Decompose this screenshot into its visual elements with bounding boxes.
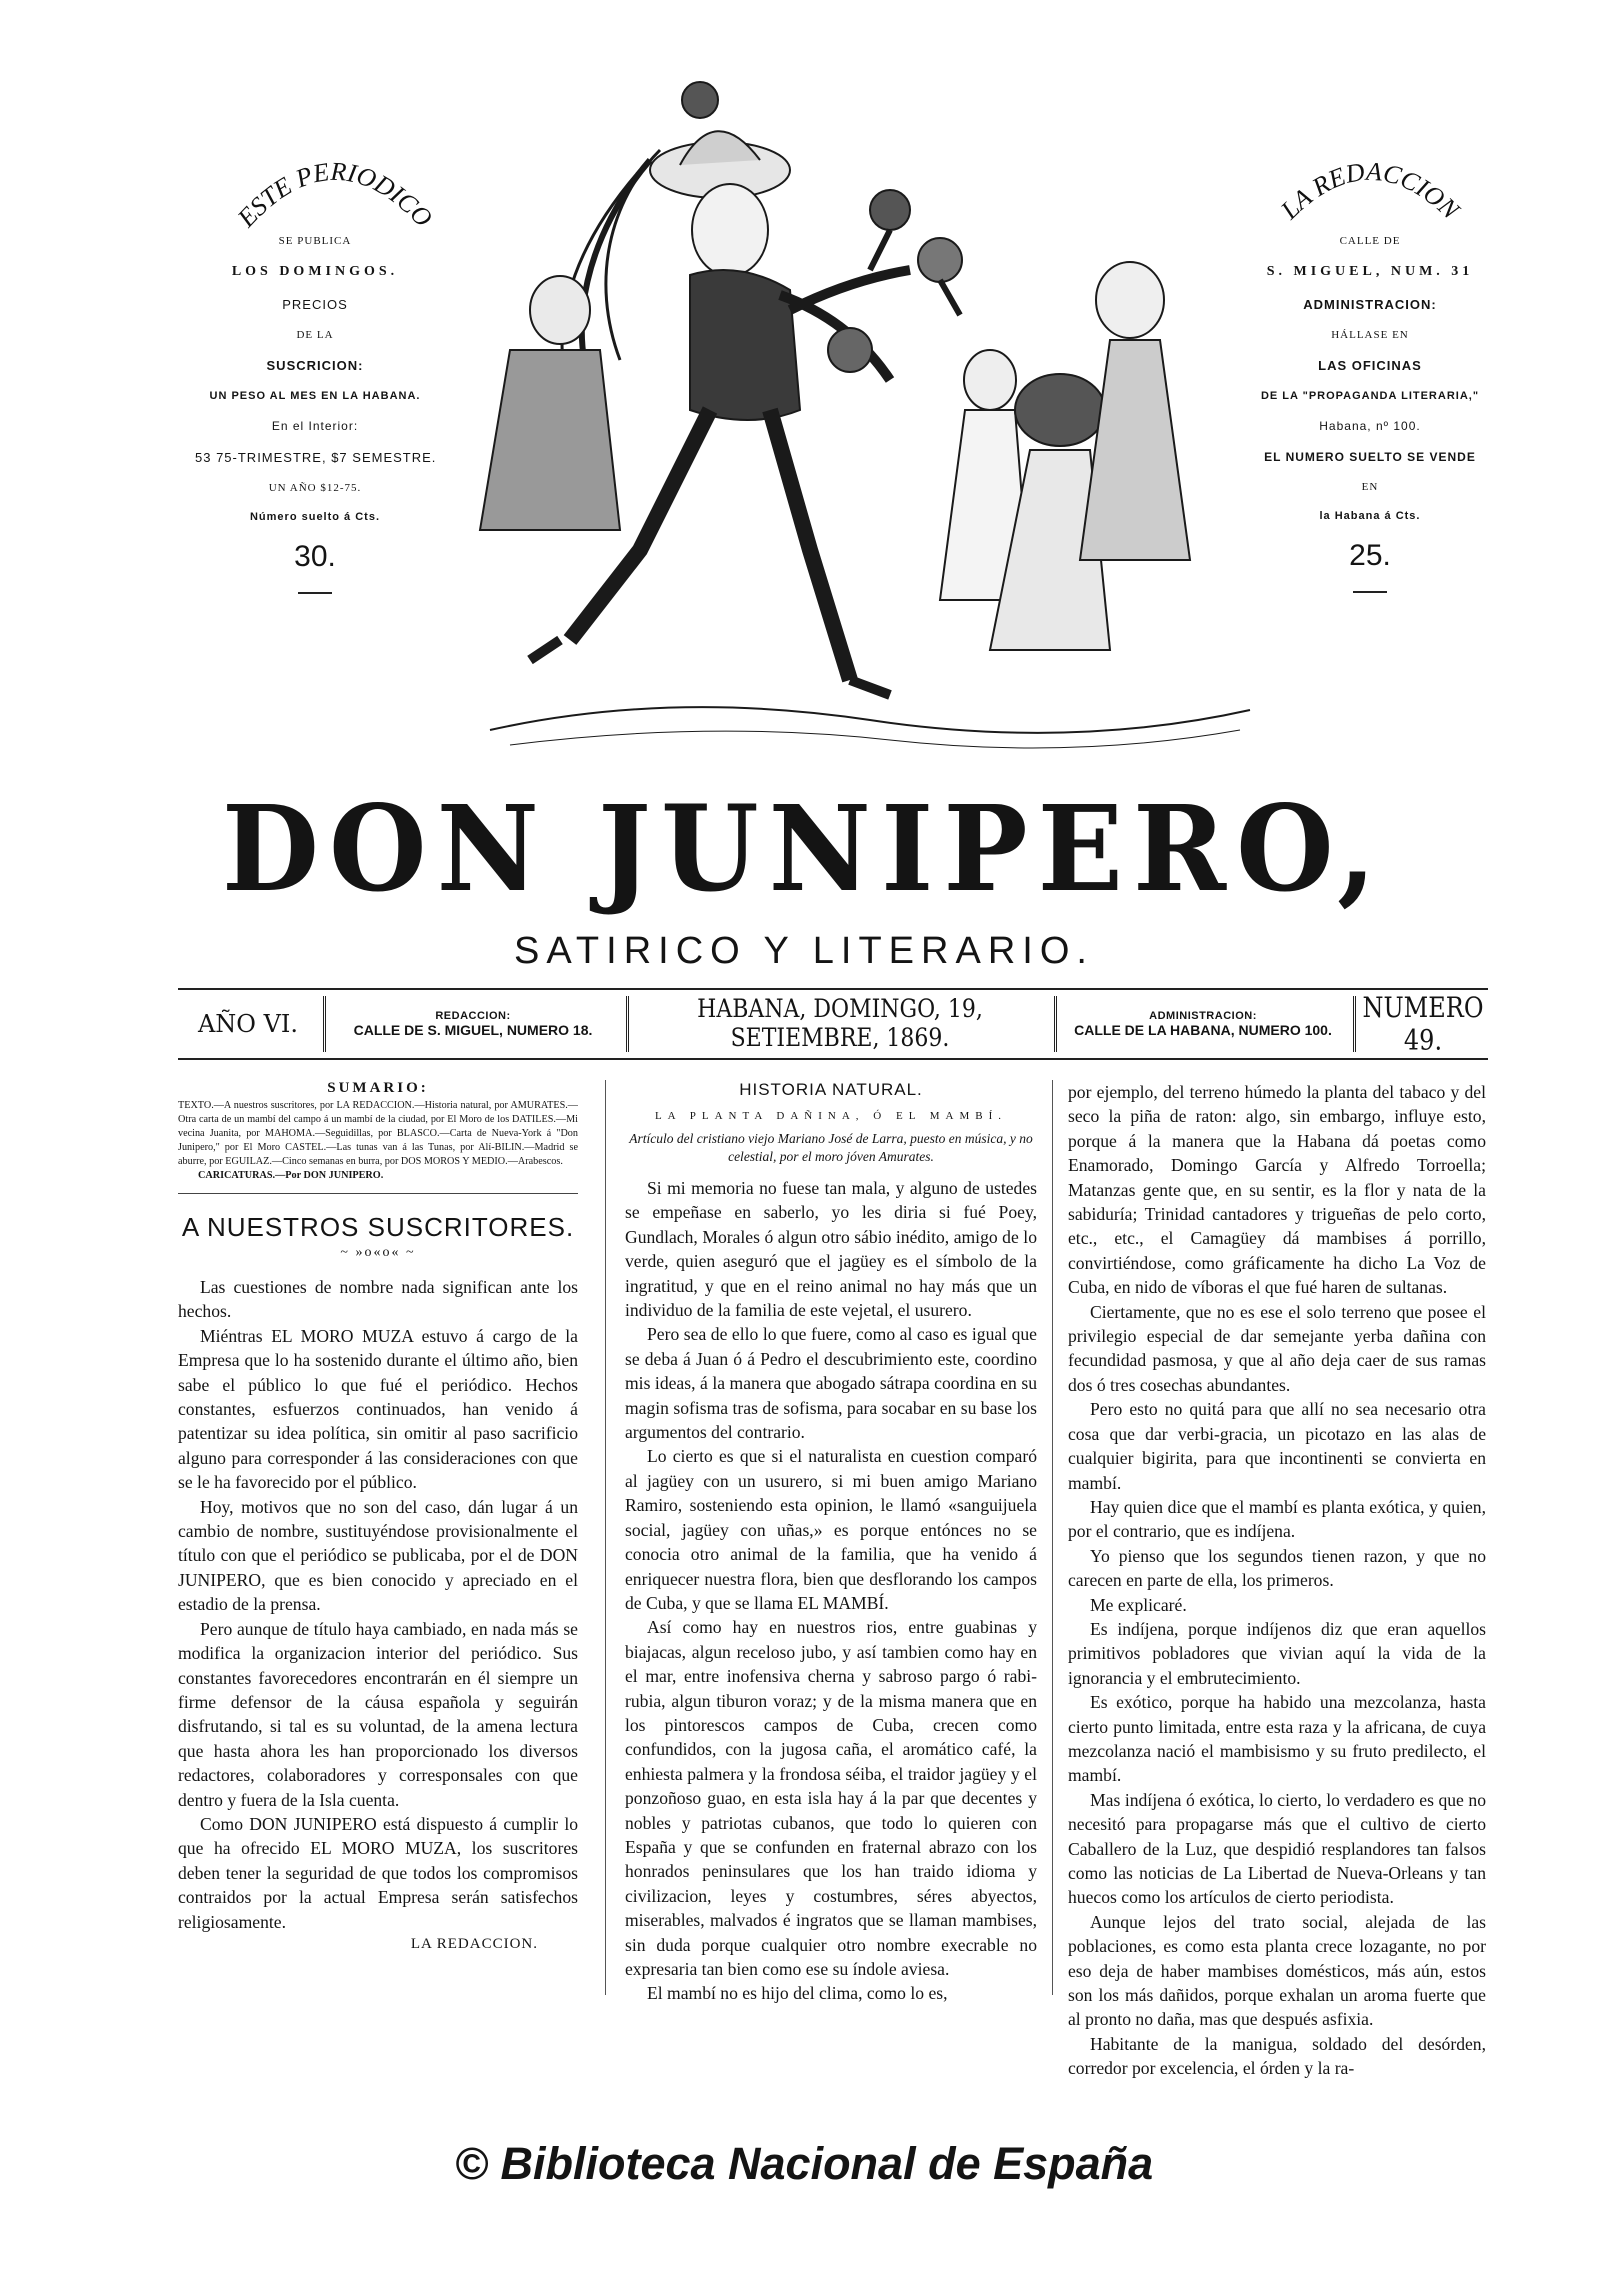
admin-address: CALLE DE LA HABANA, NUMERO 100.	[1074, 1022, 1332, 1038]
article3-paragraph: por ejemplo, del terreno húmedo la planta del tabaco y del seco la piña de raton: algo, sin embargo, influye esto, porque á la manera que la Habana dá poetas como Enamorado, Domingo García y Alfredo Torroella; Matanzas gente que, en su sentir, es la flor y nata de la sabiduría; Trinidad cantadores y trigueñas de pelo corto, etc., etc., el Camagüey dá mambises á porrillo, convirtiéndose, como gráficamente ha dicho La Voz de Cuba, en nido de víboras el que fué haren de sultanas.	[1068, 1082, 1486, 1298]
heading-ornament: ~ »o«o« ~	[340, 1245, 416, 1260]
left-info-box	[195, 235, 435, 594]
article3-paragraph: Ciertamente, que no es ese el solo terreno que posee el privilegio especial de dar semejante yerba dañina con fecundidad pasmosa, y que al año deja caer de sus ramas dos ó tres cosechas abundantes.	[1068, 1301, 1486, 1395]
info-bar	[178, 988, 1488, 1060]
year-cell	[178, 990, 318, 1058]
column-rule	[1052, 1080, 1053, 1995]
info-separator	[1054, 996, 1057, 1052]
column-middle	[625, 1080, 1037, 2006]
right-line-6: DE LA "PROPAGANDA LITERARIA,"	[1260, 390, 1480, 402]
article1-paragraph: Pero aunque de título haya cambiado, en nada más se modifica la organizacion interior del periódico. Sus constantes favorecedores encontrarán en él siempre un firme defensor de la cáusa española y seguirán disfrutando, si tal es su voluntad, de la amena lectura que hasta ahora les han proporcionado los diversos redactores, colaboradores y corresponsales con que dentro y fuera de la Isla cuenta.	[178, 1618, 578, 1810]
info-separator	[626, 996, 629, 1052]
article2-intro: Artículo del cristiano viejo Mariano José de Larra, puesto en música, y no celestial, por el moro jóven Amurates.	[629, 1131, 1033, 1164]
info-separator	[323, 996, 326, 1052]
column-left	[178, 1080, 578, 1953]
left-line-10: Número suelto á Cts.	[249, 511, 381, 523]
right-price-number: 25.	[1349, 539, 1391, 572]
admin-label: ADMINISTRACION:	[1149, 1010, 1257, 1022]
year-label: AÑO VI.	[197, 1010, 299, 1038]
right-line-4: HÁLLASE EN	[1331, 329, 1409, 341]
left-line-7: En el Interior:	[271, 419, 359, 433]
article2-paragraph: Pero sea de ello lo que fuere, como al caso es igual que se deba á Juan ó á Pedro el descubrimiento este, coordino mis ideas, á la manera que abogado sátrapa coordina en su magin sofisma tras de sofisma, para socabar en su base los argumentos del contrario.	[625, 1324, 1037, 1443]
left-line-8: 53 75-TRIMESTRE, $7 SEMESTRE.	[195, 450, 437, 465]
article1-paragraph: Hoy, motivos que no son del caso, dán lugar á un cambio de nombre, sustituyéndose provisionalmente el título con que el periódico se publicaba, por el de DON JUNIPERO, que es bien conocido y apreciado en el estadio de la prensa.	[178, 1496, 578, 1615]
right-line-5: LAS OFICINAS	[1318, 358, 1422, 373]
right-line-7: Habana, nº 100.	[1319, 419, 1421, 433]
sumario-texto: TEXTO.—A nuestros suscritores, por LA REDACCION.—Historia natural, por AMURATES.—Otra carta de un mambí del campo á un mambí de la ciudad, por El Moro de los DATILES.—Mi vecina Juanita, por MAHOMA.—Seguidillas, por BLASCO.—Carta de Nueva-York á "Don Junipero," por El Moro CASTEL.—Las tunas van á las Tunas, por Alí-BILIN.—Madrid se aburre, por EGUILAZ.—Cinco semanas en burra, por DOS MOROS Y MEDIO.—Arabescos.	[178, 1100, 578, 1167]
article3-paragraph: Me explicaré.	[1090, 1594, 1187, 1615]
svg-text:ESTE PERIODICO: ESTE PERIODICO	[231, 156, 439, 233]
article-heading-suscritores: A NUESTROS SUSCRITORES.	[181, 1212, 575, 1242]
article2-paragraph: Si mi memoria no fuese tan mala, y alguno de ustedes se empeñase en saberlo, yo les diria si fué Poey, Gundlach, Morales ó algun otro sábio inédito, amigo de lo verde, quien aseguró que el jagüey es el símbolo de la ingratitud, y que en el reino animal no hay más que un individuo de la familia de este vejetal, el usurero.	[625, 1178, 1037, 1321]
svg-text:LA REDACCION: LA REDACCION	[1275, 156, 1465, 225]
article3-paragraph: Pero esto no quitá para que allí no sea necesario otra cosa que dar verbi-gracia, un picotazo en las alas de cualquier bigirita, para que incontinenti se convierta en mambí.	[1068, 1399, 1486, 1493]
admin-cell	[1058, 990, 1348, 1058]
sumario-title: SUMARIO:	[327, 1080, 429, 1096]
article2-paragraph: Lo cierto es que si el naturalista en cuestion comparó al jagüey con un usurero, si mi buen amigo Mariano Ramiro, sosteniendo esta opinion, le llamó «sanguijuela social, jagüey con uñas,» es porque entónces no se conocia otro animal de la familia, que ha venido á enriquecer nuestra flora, bien que desflorando los campos de Cuba, y que se llama EL MAMBÍ.	[625, 1446, 1037, 1613]
right-divider	[1353, 591, 1387, 593]
left-line-1: SE PUBLICA	[278, 235, 352, 247]
article1-paragraph: Las cuestiones de nombre nada significan ante los hechos.	[178, 1277, 578, 1322]
sumario-text	[178, 1099, 578, 1183]
right-line-8: EL NUMERO SUELTO SE VENDE	[1264, 450, 1476, 464]
article-heading-historia: HISTORIA NATURAL.	[739, 1080, 923, 1099]
right-line-3: ADMINISTRACION:	[1303, 297, 1437, 312]
article3-paragraph: Es indíjena, porque indíjenos diz que eran aquellos primitivos pobladores que vivian aquí la vida de la ignorancia y el embrutecimiento.	[1068, 1618, 1486, 1688]
article3-paragraph: Hay quien dice que el mambí es planta exótica, y quien, por el contrario, que es indíjena.	[1068, 1496, 1486, 1542]
section-rule	[178, 1193, 578, 1194]
article2-paragraph: El mambí no es hijo del clima, como lo es,	[647, 1983, 948, 2004]
issue-number-cell	[1358, 990, 1488, 1058]
article1-paragraph: Miéntras EL MORO MUZA estuvo á cargo de la Empresa que lo ha sostenido durante el último año, bien sabe el público lo que fué el periódico. Hechos constantes, esfuerzos continuados, han venido á patentizar su idea política, sin omitir al paso sacrificio alguno para corresponder á las consideraciones con que se le ha favorecido por el público.	[178, 1325, 578, 1493]
right-info-box	[1250, 235, 1490, 593]
article2-subheading: LA PLANTA DAÑINA, Ó EL MAMBÍ.	[654, 1110, 1008, 1122]
article3-paragraph: Es exótico, porque ha habido una mezcolanza, hasta cierto punto limitada, entre esta raza y la africana, de cuya mezcolanza nació el mambisismo y su fruto predilecto, el mambí.	[1068, 1692, 1486, 1786]
right-line-1: CALLE DE	[1339, 235, 1401, 247]
right-line-2: S. MIGUEL, NUM. 31	[1266, 264, 1474, 279]
redaccion-address: CALLE DE S. MIGUEL, NUMERO 18.	[353, 1022, 593, 1038]
redaccion-label: REDACCION:	[435, 1010, 511, 1022]
left-line-5: SUSCRICION:	[266, 358, 364, 373]
right-line-9: EN	[1361, 481, 1379, 493]
left-line-9: UN AÑO $12-75.	[268, 482, 362, 494]
issue-date: HABANA, DOMINGO, 19, SETIEMBRE, 1869.	[697, 995, 983, 1053]
masthead-subtitle: SATIRICO Y LITERARIO.	[514, 930, 1094, 972]
article3-paragraph: Aunque lejos del trato social, alejada de las poblaciones, es como esta planta crece lozagante, no por eso deja de haber mambises domésticos, más aún, estos son los más dañidos, porque exhalan un aroma fuerte que al pronto no daña, mas que después asfixia.	[1068, 1911, 1486, 2030]
right-line-10: la Habana á Cts.	[1319, 510, 1421, 522]
article3-paragraph: Habitante de la manigua, soldado del desórden, corredor por excelencia, el órden y la ra-	[1068, 2033, 1486, 2079]
column-right	[1068, 1080, 1486, 2081]
left-price-number: 30.	[294, 540, 336, 573]
issue-number: NUMERO 49.	[1362, 991, 1484, 1057]
left-line-2: LOS DOMINGOS.	[231, 264, 399, 279]
masthead-title: DON JUNIPERO,	[221, 780, 1387, 919]
info-separator	[1353, 996, 1356, 1052]
article1-paragraph: Como DON JUNIPERO está dispuesto á cumplir lo que ha ofrecido EL MORO MUZA, los suscritores deben tener la seguridad de que todos los compromisos contraidos por la actual Empresa serán satisfechos religiosamente.	[178, 1813, 578, 1932]
left-line-4: DE LA	[296, 329, 334, 341]
column-rule	[605, 1080, 606, 1995]
article2-paragraph: Así como hay en nuestros rios, entre guabinas y biajacas, algun receloso jubo, y así tambien como hay en el mar, entre inofensiva cherna y sabroso pargo ó rabi-rubia, algun tiburon voraz; y de la misma manera que en los pintorescos campos de Cuba, crecen como confundidos, con la jugosa caña, el aromático café, la enhiesta palmera y la frondosa séiba, el traidor jagüey y el ponzoñoso guao, en esta isla hay á la par que decentes y nobles y patriotas cubanos, que todo lo quieren con España y que se confunden en fraternal abrazo con los honrados peninsulares que los han traido idioma y civilizacion, leyes y costumbres, séres abyectos, miserables, malvados é ingratos que se llaman mambises, sin duda porque cualquier otro nombre execrable no expresaria tan bien como ese su índole aviesa.	[625, 1617, 1037, 1979]
article3-paragraph: Yo pienso que los segundos tienen razon, y que no carecen en parte de ella, los primeros.	[1068, 1545, 1486, 1591]
copyright-notice: © Biblioteca Nacional de España	[454, 2138, 1154, 2189]
left-line-3: PRECIOS	[282, 297, 348, 312]
left-line-6: UN PESO AL MES EN LA HABANA.	[209, 390, 421, 402]
sumario-caricaturas: CARICATURAS.—Por DON JUNIPERO.	[198, 1170, 384, 1181]
masthead-illustration	[470, 80, 1260, 770]
redaccion-cell	[328, 990, 618, 1058]
date-cell	[630, 990, 1050, 1058]
article1-signature: LA REDACCION.	[410, 1935, 538, 1952]
left-divider	[298, 592, 332, 594]
article3-paragraph: Mas indíjena ó exótica, lo cierto, lo verdadero es que no necesitó para propagarse más que el cultivo de cierto Caballero de la Luz, que despidió resplandores tan falsos como las noticias de La Libertad de Nueva-Orleans y tan huecos como los artículos de cierto periodista.	[1068, 1789, 1486, 1908]
